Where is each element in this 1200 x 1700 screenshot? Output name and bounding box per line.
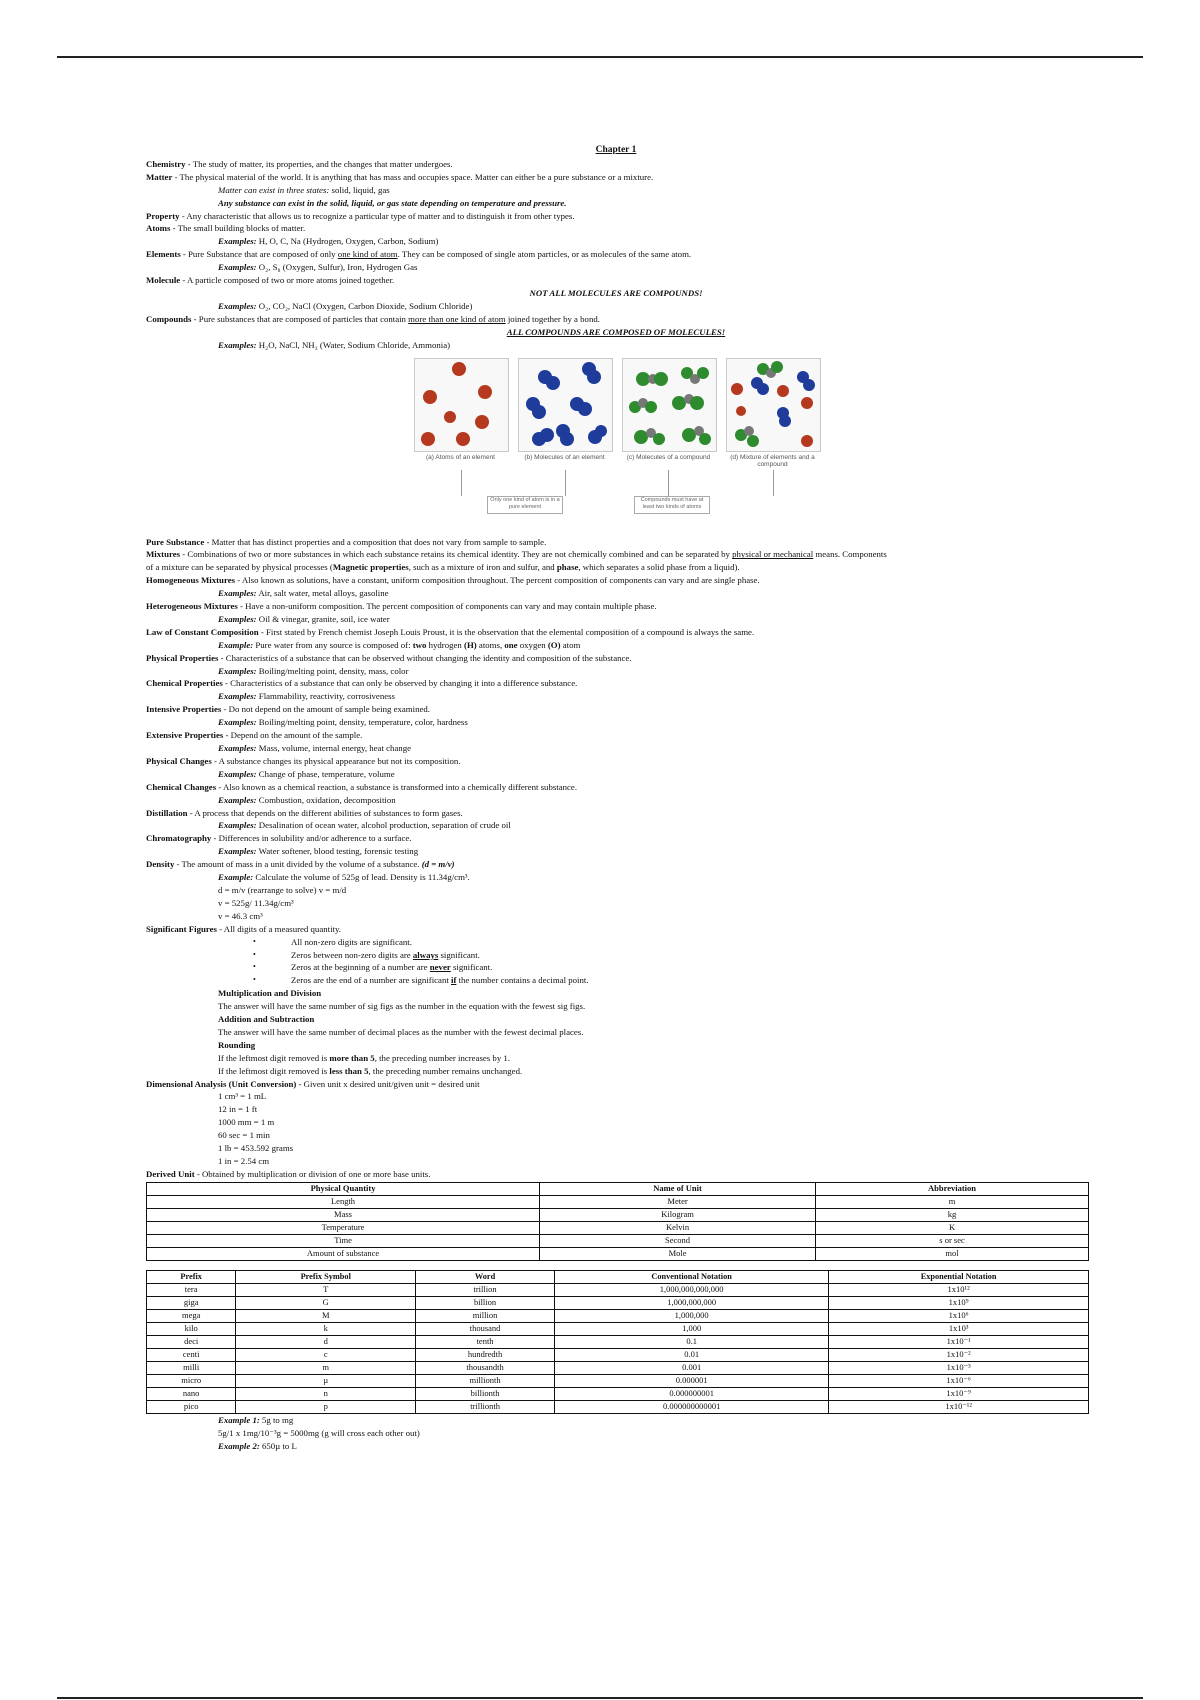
molecules-element-drawing (519, 359, 612, 451)
table-cell: Kelvin (540, 1221, 816, 1234)
matter-classification-figure (146, 358, 1086, 528)
table-cell: 1x10⁻³ (829, 1361, 1089, 1374)
text-multiplication: The answer will have the same number of sig figs as the number in the equation with the fewest sig figs. (218, 1001, 586, 1012)
density-step: d = m/v (rearrange to solve) v = m/d (218, 884, 347, 895)
heading-addition: Addition and Subtraction (218, 1014, 315, 1025)
connector-line (773, 470, 774, 496)
table-cell: Amount of substance (147, 1247, 540, 1260)
note-pure-element: Only one kind of atom is in a pure element (487, 496, 563, 514)
def-matter: Matter - The physical material of the world. It is anything that has mass and occupies space. Matter can either be a pure substance or a mixture. (146, 171, 654, 182)
top-rule (57, 56, 1143, 58)
matter-states: Matter can exist in three states: solid, liquid, gas (218, 184, 390, 195)
table-row (147, 1234, 1089, 1247)
table-cell: hundredth (416, 1348, 555, 1361)
table-cell: mol (816, 1247, 1089, 1260)
table-row (147, 1348, 1089, 1361)
table-cell: pico (147, 1400, 236, 1413)
def-derived-unit: Derived Unit - Obtained by multiplication or division of one or more base units. (146, 1168, 431, 1179)
caption-a: (a) Atoms of an element (425, 453, 495, 461)
table-cell: 1x10⁻¹² (829, 1400, 1089, 1413)
connector-line (461, 470, 462, 496)
atoms-element-drawing (415, 359, 508, 451)
def-extensive: Extensive Properties - Depend on the amount of the sample. (146, 730, 363, 741)
molecules-compound-drawing (623, 359, 716, 451)
chemical-changes-examples: Examples: Combustion, oxidation, decomposition (218, 794, 396, 805)
distillation-examples: Examples: Desalination of ocean water, alcohol production, separation of crude oil (218, 820, 511, 831)
def-homogeneous: Homogeneous Mixtures - Also known as solutions, have a constant, uniform composition throughout. The percent composition of components can vary and are single phase. (146, 575, 760, 586)
table-cell: tera (147, 1283, 236, 1296)
table-row (147, 1208, 1089, 1221)
def-dimensional-analysis: Dimensional Analysis (Unit Conversion) - Given unit x desired unit/given unit = desired unit (146, 1078, 480, 1089)
connector-line (668, 470, 669, 496)
table-cell: 1x10⁻⁶ (829, 1374, 1089, 1387)
table-cell: thousand (416, 1322, 555, 1335)
homogeneous-examples: Examples: Air, salt water, metal alloys, gasoline (218, 588, 389, 599)
table-cell: milli (147, 1361, 236, 1374)
def-elements: Elements - Pure Substance that are composed of only one kind of atom. They can be composed of single atom particles, or as molecules of the same atom. (146, 249, 692, 260)
bottom-rule (57, 1697, 1143, 1699)
molecule-examples: Examples: O₂, CO₂, NaCl (Oxygen, Carbon Dioxide, Sodium Chloride) (218, 300, 473, 311)
column-header: Word (416, 1270, 555, 1283)
elements-examples: Examples: O₂, S₈ (Oxygen, Sulfur), Iron, Hydrogen Gas (218, 262, 418, 273)
conversion-line: 12 in = 1 ft (218, 1104, 258, 1115)
extensive-examples: Examples: Mass, volume, internal energy, heat change (218, 743, 411, 753)
heterogeneous-examples: Examples: Oil & vinegar, granite, soil, ice water (218, 613, 390, 624)
def-mixtures: Mixtures - Combinations of two or more substances in which each substance retains its chemical identity. They are not chemically combined and can be separated by physical or mechanical means. Components (146, 549, 887, 560)
page-title: Chapter 1 (595, 145, 637, 155)
table-cell: centi (147, 1348, 236, 1361)
heading-rounding: Rounding (218, 1039, 256, 1050)
def-significant-figures: Significant Figures - All digits of a measured quantity. (146, 923, 341, 934)
table-cell: Second (540, 1234, 816, 1247)
table-cell: s or sec (816, 1234, 1089, 1247)
table-cell: 0.000000001 (555, 1387, 829, 1400)
panel-atoms-of-element (414, 358, 509, 452)
table-cell: 1,000 (555, 1322, 829, 1335)
def-chromatography: Chromatography - Differences in solubility and/or adherence to a surface. (146, 833, 412, 844)
table-cell: trillionth (416, 1400, 555, 1413)
panel-molecules-of-element (518, 358, 613, 452)
compounds-note: ALL COMPOUNDS ARE COMPOSED OF MOLECULES! (506, 326, 726, 337)
si-units-table (146, 1182, 1089, 1261)
table-cell: T (236, 1283, 416, 1296)
table-cell: Meter (540, 1195, 816, 1208)
metric-prefixes-table (146, 1270, 1089, 1414)
physical-changes-examples: Examples: Change of phase, temperature, volume (218, 768, 395, 779)
sigfig-rule: • All non-zero digits are significant. (146, 936, 1086, 949)
heading-multiplication: Multiplication and Division (218, 988, 322, 999)
table-cell: Length (147, 1195, 540, 1208)
rounding-rule: If the leftmost digit removed is more than 5, the preceding number increases by 1. (218, 1052, 511, 1063)
column-header: Exponential Notation (829, 1270, 1089, 1283)
column-header: Abbreviation (816, 1182, 1089, 1195)
def-property: Property - Any characteristic that allows us to recognize a particular type of matter and to distinguish it from other types. (146, 210, 575, 221)
sigfig-rule: • Zeros between non-zero digits are always significant. (146, 949, 1086, 962)
table-cell: 0.1 (555, 1335, 829, 1348)
rounding-rule: If the leftmost digit removed is less than 5, the preceding number remains unchanged. (218, 1065, 523, 1076)
table-cell: Time (147, 1234, 540, 1247)
table-cell: n (236, 1387, 416, 1400)
table-cell: p (236, 1400, 416, 1413)
table-cell: 1,000,000 (555, 1309, 829, 1322)
density-step: v = 525g/ 11.34g/cm³ (218, 897, 294, 908)
conversion-line: 1 in = 2.54 cm (218, 1156, 270, 1166)
def-physical-properties: Physical Properties - Characteristics of a substance that can be observed without changing the identity and composition of the substance. (146, 652, 632, 663)
table-cell: 1x10⁻² (829, 1348, 1089, 1361)
example-1-work: 5g/1 x 1mg/10⁻³g = 5000mg (g will cross each other out) (218, 1427, 420, 1438)
mixtures-line-2: of a mixture can be separated by physical processes (Magnetic properties, such as a mixture of iron and sulfur, and phase, which separates a solid phase from a liquid). (146, 562, 740, 573)
column-header: Conventional Notation (555, 1270, 829, 1283)
def-atoms: Atoms - The small building blocks of matter. (146, 223, 306, 234)
table-row (147, 1335, 1089, 1348)
mixture-drawing (727, 359, 820, 451)
table-cell: deci (147, 1335, 236, 1348)
table-cell: nano (147, 1387, 236, 1400)
physical-properties-examples: Examples: Boiling/melting point, density, mass, color (218, 665, 409, 676)
table-cell: m (816, 1195, 1089, 1208)
text-addition: The answer will have the same number of decimal places as the number with the fewest decimal places. (218, 1026, 584, 1037)
table-row (147, 1247, 1089, 1260)
chromatography-examples: Examples: Water softener, blood testing, forensic testing (218, 846, 419, 857)
panel-mixture (726, 358, 821, 452)
table-cell: K (816, 1221, 1089, 1234)
example-2: Example 2: 650µ to L (218, 1440, 297, 1451)
sigfig-rule: • Zeros are the end of a number are significant if the number contains a decimal point. (146, 974, 1086, 987)
table-cell: Temperature (147, 1221, 540, 1234)
def-physical-changes: Physical Changes - A substance changes its physical appearance but not its composition. (146, 755, 461, 766)
column-header: Prefix (147, 1270, 236, 1283)
table-cell: tenth (416, 1335, 555, 1348)
table-cell: 1,000,000,000,000 (555, 1283, 829, 1296)
table-cell: kilo (147, 1322, 236, 1335)
def-molecule: Molecule - A particle composed of two or more atoms joined together. (146, 275, 395, 286)
conversion-line: 1 cm³ = 1 mL (218, 1091, 267, 1102)
table-row (147, 1361, 1089, 1374)
matter-any-state: Any substance can exist in the solid, liquid, or gas state depending on temperature and pressure. (218, 197, 567, 208)
table-cell: Mole (540, 1247, 816, 1260)
column-header: Name of Unit (540, 1182, 816, 1195)
density-step: v = 46.3 cm³ (218, 910, 263, 921)
table-cell: millionth (416, 1374, 555, 1387)
table-cell: Mass (147, 1208, 540, 1221)
caption-d: (d) Mixture of elements and a compound (730, 453, 815, 468)
table-cell: k (236, 1322, 416, 1335)
table-cell: G (236, 1296, 416, 1309)
table-cell: mega (147, 1309, 236, 1322)
table-cell: 1x10⁶ (829, 1309, 1089, 1322)
def-compounds: Compounds - Pure substances that are composed of particles that contain more than one kind of atom joined together by a bond. (146, 313, 600, 324)
table-cell: 0.000001 (555, 1374, 829, 1387)
conversion-line: 1 lb = 453.592 grams (218, 1143, 294, 1154)
def-law-constant-composition: Law of Constant Composition - First stated by French chemist Joseph Louis Proust, it is the observation that the elemental composition of a compound is always the same. (146, 626, 755, 637)
table-header-row (147, 1270, 1089, 1283)
table-row (147, 1374, 1089, 1387)
table-header-row (147, 1182, 1089, 1195)
table-cell: thousandth (416, 1361, 555, 1374)
table-row (147, 1296, 1089, 1309)
table-row (147, 1322, 1089, 1335)
table-cell: 1x10¹² (829, 1283, 1089, 1296)
column-header: Prefix Symbol (236, 1270, 416, 1283)
table-cell: µ (236, 1374, 416, 1387)
density-example: Example: Calculate the volume of 525g of lead. Density is 11.34g/cm³. (218, 872, 470, 883)
table-row (147, 1221, 1089, 1234)
table-cell: 0.000000000001 (555, 1400, 829, 1413)
table-cell: giga (147, 1296, 236, 1309)
def-distillation: Distillation - A process that depends on the different abilities of substances to form gases. (146, 807, 463, 818)
table-cell: kg (816, 1208, 1089, 1221)
intensive-examples: Examples: Boiling/melting point, density, temperature, color, hardness (218, 717, 468, 728)
def-pure-substance: Pure Substance - Matter that has distinct properties and a composition that does not vary from sample to sample. (146, 536, 547, 547)
sigfig-rule: • Zeros at the beginning of a number are never significant. (146, 961, 1086, 974)
table-cell: million (416, 1309, 555, 1322)
table-cell: 0.01 (555, 1348, 829, 1361)
table-cell: Kilogram (540, 1208, 816, 1221)
table-cell: M (236, 1309, 416, 1322)
caption-c: (c) Molecules of a compound (626, 453, 711, 461)
table-cell: 1x10⁹ (829, 1296, 1089, 1309)
def-density: Density - The amount of mass in a unit divided by the volume of a substance. (d = m/v) (146, 859, 455, 870)
caption-b: (b) Molecules of an element (524, 453, 605, 461)
document-body (146, 144, 1086, 1453)
compounds-examples: Examples: H₂O, NaCl, NH₃ (Water, Sodium Chloride, Ammonia) (218, 339, 451, 350)
connector-line (565, 470, 566, 496)
note-compound: Compounds must have at least two kinds of atoms (634, 496, 710, 514)
panel-molecules-of-compound (622, 358, 717, 452)
table-cell: 1x10³ (829, 1322, 1089, 1335)
def-chemical-changes: Chemical Changes - Also known as a chemical reaction, a substance is transformed into a chemically different substance. (146, 781, 578, 792)
law-example: Example: Pure water from any source is composed of: two hydrogen (H) atoms, one oxygen (O) atom (218, 639, 581, 650)
table-row (147, 1387, 1089, 1400)
def-intensive: Intensive Properties - Do not depend on the amount of sample being examined. (146, 704, 430, 715)
table-cell: d (236, 1335, 416, 1348)
table-cell: m (236, 1361, 416, 1374)
table-row (147, 1309, 1089, 1322)
def-heterogeneous: Heterogeneous Mixtures - Have a non-uniform composition. The percent composition of components can vary and may contain multiple phase. (146, 601, 657, 612)
table-row (147, 1283, 1089, 1296)
conversion-line: 60 sec = 1 min (218, 1130, 270, 1141)
example-1: Example 1: 5g to mg (218, 1414, 294, 1425)
table-cell: 1,000,000,000 (555, 1296, 829, 1309)
conversion-line: 1000 mm = 1 m (218, 1117, 275, 1128)
def-chemistry: Chemistry - The study of matter, its properties, and the changes that matter undergoes. (146, 158, 453, 169)
column-header: Physical Quantity (147, 1182, 540, 1195)
table-cell: 1x10⁻⁹ (829, 1387, 1089, 1400)
table-row (147, 1400, 1089, 1413)
table-cell: 1x10⁻¹ (829, 1335, 1089, 1348)
table-cell: billion (416, 1296, 555, 1309)
table-cell: billionth (416, 1387, 555, 1400)
table-cell: micro (147, 1374, 236, 1387)
def-chemical-properties: Chemical Properties - Characteristics of a substance that can only be observed by changing it into a difference substance. (146, 678, 578, 689)
table-row (147, 1195, 1089, 1208)
table-cell: trillion (416, 1283, 555, 1296)
molecule-note: NOT ALL MOLECULES ARE COMPOUNDS! (529, 287, 703, 298)
atoms-examples: Examples: H, O, C, Na (Hydrogen, Oxygen, Carbon, Sodium) (218, 236, 439, 247)
table-cell: 0.001 (555, 1361, 829, 1374)
chemical-properties-examples: Examples: Flammability, reactivity, corrosiveness (218, 691, 395, 702)
table-cell: c (236, 1348, 416, 1361)
